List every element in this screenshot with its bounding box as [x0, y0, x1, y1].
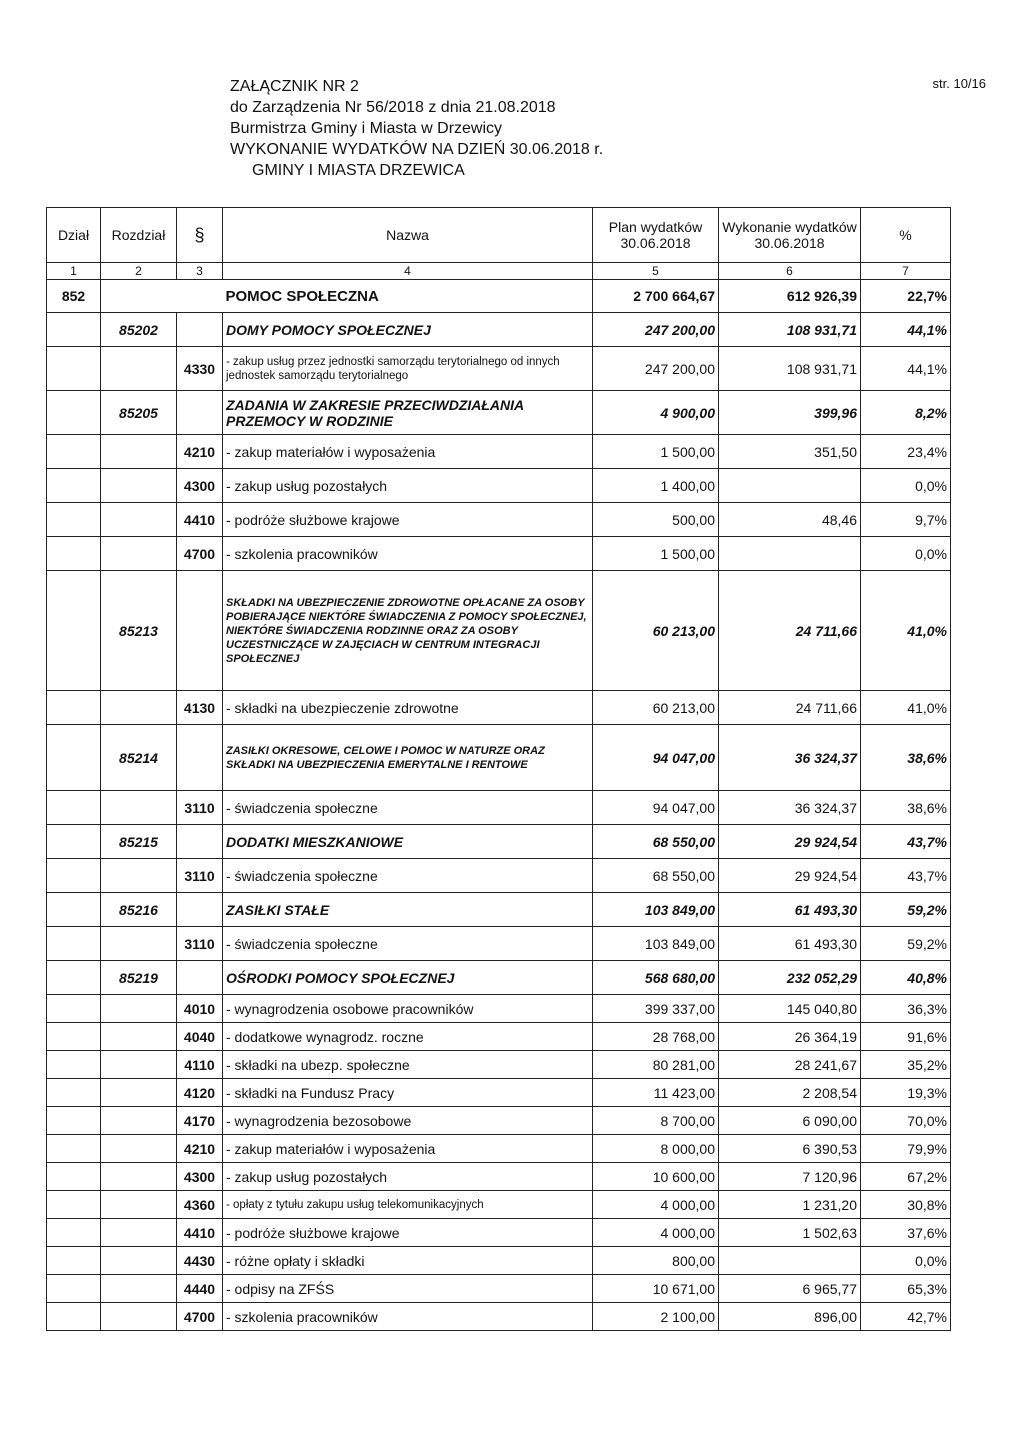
row-name: - wynagrodzenia osobowe pracowników — [223, 995, 593, 1023]
col-index: 5 — [593, 263, 719, 280]
row-plan: 11 423,00 — [593, 1079, 719, 1107]
table-row — [47, 1051, 951, 1079]
section-name: OŚRODKI POMOCY SPOŁECZNEJ — [223, 961, 593, 995]
section-procent: 44,1% — [861, 313, 951, 347]
table-row — [47, 1191, 951, 1219]
row-name: - składki na Fundusz Pracy — [223, 1079, 593, 1107]
section-code: 85214 — [101, 725, 177, 791]
row-plan: 1 500,00 — [593, 435, 719, 469]
row-plan: 399 337,00 — [593, 995, 719, 1023]
row-name: - szkolenia pracowników — [223, 1303, 593, 1331]
dzial-code: 852 — [47, 280, 101, 313]
row-plan: 68 550,00 — [593, 859, 719, 893]
row-name: - odpisy na ZFŚS — [223, 1275, 593, 1303]
table-row — [47, 1023, 951, 1051]
row-name: - szkolenia pracowników — [223, 537, 593, 571]
table-row — [47, 1303, 951, 1331]
row-plan: 28 768,00 — [593, 1023, 719, 1051]
section-plan: 247 200,00 — [593, 313, 719, 347]
row-plan: 1 500,00 — [593, 537, 719, 571]
section-procent: 43,7% — [861, 825, 951, 859]
col-index: 1 — [47, 263, 101, 280]
section-wykonanie: 399,96 — [719, 391, 861, 435]
header-line-4: WYKONANIE WYDATKÓW NA DZIEŃ 30.06.2018 r. — [230, 141, 604, 158]
row-procent: 65,3% — [861, 1275, 951, 1303]
paragraph-code: 4210 — [177, 435, 223, 469]
row-name: - zakup materiałów i wyposażenia — [223, 435, 593, 469]
row-procent: 59,2% — [861, 927, 951, 961]
table-row — [47, 791, 951, 825]
table-row — [47, 1135, 951, 1163]
row-name: - składki na ubezpieczenie zdrowotne — [223, 691, 593, 725]
row-plan: 8 700,00 — [593, 1107, 719, 1135]
paragraph-code: 4700 — [177, 537, 223, 571]
table-row — [47, 503, 951, 537]
table-row — [47, 469, 951, 503]
paragraph-code: 4040 — [177, 1023, 223, 1051]
row-name: - różne opłaty i składki — [223, 1247, 593, 1275]
col-index: 4 — [223, 263, 593, 280]
dzial-wykonanie: 612 926,39 — [719, 280, 861, 313]
table-row — [47, 435, 951, 469]
row-name: - opłaty z tytułu zakupu usług telekomunikacyjnych — [223, 1191, 593, 1219]
row-plan: 10 671,00 — [593, 1275, 719, 1303]
row-procent: 67,2% — [861, 1163, 951, 1191]
section-name: SKŁADKI NA UBEZPIECZENIE ZDROWOTNE OPŁACANE ZA OSOBY POBIERAJĄCE NIEKTÓRE ŚWIADCZENIA Z POMOCY SPOŁECZNEJ, NIEKTÓRE ŚWIADCZENIA RODZINNE ORAZ ZA OSOBY UCZESTNICZĄCE W ZAJĘCIACH W CENTRUM INTEGRACJI SPOŁECZNEJ — [223, 571, 593, 691]
table-row — [47, 537, 951, 571]
table-row — [47, 1247, 951, 1275]
col-plan: Plan wydatków 30.06.2018 — [593, 208, 719, 263]
col-index: 7 — [861, 263, 951, 280]
row-wykonanie: 29 924,54 — [719, 859, 861, 893]
row-procent: 42,7% — [861, 1303, 951, 1331]
row-plan: 247 200,00 — [593, 347, 719, 391]
row-name: - zakup usług pozostałych — [223, 469, 593, 503]
paragraph-code: 4410 — [177, 503, 223, 537]
col-index: 6 — [719, 263, 861, 280]
paragraph-code: 4360 — [177, 1191, 223, 1219]
row-plan: 2 100,00 — [593, 1303, 719, 1331]
row-plan: 80 281,00 — [593, 1051, 719, 1079]
paragraph-code: 4300 — [177, 1163, 223, 1191]
table-row — [47, 1079, 951, 1107]
row-name: - wynagrodzenia bezosobowe — [223, 1107, 593, 1135]
dzial-row — [47, 280, 951, 313]
row-wykonanie: 48,46 — [719, 503, 861, 537]
section-code: 85202 — [101, 313, 177, 347]
table-row — [47, 995, 951, 1023]
row-name: - podróże służbowe krajowe — [223, 1219, 593, 1247]
row-plan: 8 000,00 — [593, 1135, 719, 1163]
col-index: 3 — [177, 263, 223, 280]
col-paragraf: § — [177, 208, 223, 263]
section-row — [47, 391, 951, 435]
paragraph-code: 4440 — [177, 1275, 223, 1303]
expenditure-table-wrapper — [46, 207, 950, 1331]
row-wykonanie: 7 120,96 — [719, 1163, 861, 1191]
section-row — [47, 961, 951, 995]
row-plan: 1 400,00 — [593, 469, 719, 503]
paragraph-code: 4330 — [177, 347, 223, 391]
row-procent: 30,8% — [861, 1191, 951, 1219]
section-row — [47, 825, 951, 859]
section-wykonanie: 24 711,66 — [719, 571, 861, 691]
row-procent: 37,6% — [861, 1219, 951, 1247]
section-name: DODATKI MIESZKANIOWE — [223, 825, 593, 859]
row-wykonanie: 896,00 — [719, 1303, 861, 1331]
paragraph-code: 3110 — [177, 791, 223, 825]
col-nazwa: Nazwa — [223, 208, 593, 263]
section-plan: 60 213,00 — [593, 571, 719, 691]
table-row — [47, 1163, 951, 1191]
section-code: 85216 — [101, 893, 177, 927]
row-name: - świadczenia społeczne — [223, 927, 593, 961]
row-plan: 94 047,00 — [593, 791, 719, 825]
row-procent: 70,0% — [861, 1107, 951, 1135]
section-procent: 8,2% — [861, 391, 951, 435]
row-procent: 36,3% — [861, 995, 951, 1023]
section-plan: 4 900,00 — [593, 391, 719, 435]
col-rozdzial: Rozdział — [101, 208, 177, 263]
paragraph-code: 4170 — [177, 1107, 223, 1135]
row-wykonanie: 108 931,71 — [719, 347, 861, 391]
table-row — [47, 1107, 951, 1135]
row-procent: 35,2% — [861, 1051, 951, 1079]
section-plan: 94 047,00 — [593, 725, 719, 791]
document-header — [230, 76, 603, 181]
row-wykonanie: 26 364,19 — [719, 1023, 861, 1051]
section-row — [47, 571, 951, 691]
paragraph-code: 3110 — [177, 859, 223, 893]
header-line-2: do Zarządzenia Nr 56/2018 z dnia 21.08.2018 — [230, 99, 556, 116]
section-code: 85219 — [101, 961, 177, 995]
section-procent: 41,0% — [861, 571, 951, 691]
row-wykonanie: 1 231,20 — [719, 1191, 861, 1219]
section-wykonanie: 232 052,29 — [719, 961, 861, 995]
row-procent: 41,0% — [861, 691, 951, 725]
row-plan: 500,00 — [593, 503, 719, 537]
row-name: - świadczenia społeczne — [223, 859, 593, 893]
col-index: 2 — [101, 263, 177, 280]
section-row — [47, 313, 951, 347]
section-row — [47, 893, 951, 927]
section-plan: 68 550,00 — [593, 825, 719, 859]
column-index-row — [47, 263, 951, 280]
section-procent: 38,6% — [861, 725, 951, 791]
row-plan: 10 600,00 — [593, 1163, 719, 1191]
row-plan: 800,00 — [593, 1247, 719, 1275]
section-name: ZASIŁKI STAŁE — [223, 893, 593, 927]
row-wykonanie: 351,50 — [719, 435, 861, 469]
table-row — [47, 1275, 951, 1303]
section-procent: 59,2% — [861, 893, 951, 927]
row-wykonanie: 145 040,80 — [719, 995, 861, 1023]
header-line-3: Burmistrza Gminy i Miasta w Drzewicy — [230, 120, 503, 137]
row-name: - świadczenia społeczne — [223, 791, 593, 825]
section-wykonanie: 29 924,54 — [719, 825, 861, 859]
col-procent: % — [861, 208, 951, 263]
row-wykonanie: 28 241,67 — [719, 1051, 861, 1079]
paragraph-code: 4430 — [177, 1247, 223, 1275]
table-row — [47, 691, 951, 725]
dzial-procent: 22,7% — [861, 280, 951, 313]
col-wykonanie: Wykonanie wydatków 30.06.2018 — [719, 208, 861, 263]
row-procent: 0,0% — [861, 469, 951, 503]
section-row — [47, 725, 951, 791]
row-procent: 79,9% — [861, 1135, 951, 1163]
section-name: DOMY POMOCY SPOŁECZNEJ — [223, 313, 593, 347]
header-line-1: ZAŁĄCZNIK NR 2 — [230, 78, 359, 95]
row-plan: 4 000,00 — [593, 1219, 719, 1247]
section-name: ZASIŁKI OKRESOWE, CELOWE I POMOC W NATURZE ORAZ SKŁADKI NA UBEZPIECZENIA EMERYTALNE I RENTOWE — [223, 725, 593, 791]
row-wykonanie: 6 390,53 — [719, 1135, 861, 1163]
section-code: 85205 — [101, 391, 177, 435]
table-row — [47, 347, 951, 391]
column-header-row — [47, 208, 951, 263]
paragraph-code: 4210 — [177, 1135, 223, 1163]
section-wykonanie: 108 931,71 — [719, 313, 861, 347]
table-row — [47, 927, 951, 961]
row-plan: 103 849,00 — [593, 927, 719, 961]
paragraph-code: 3110 — [177, 927, 223, 961]
row-procent: 23,4% — [861, 435, 951, 469]
paragraph-code: 4110 — [177, 1051, 223, 1079]
section-plan: 103 849,00 — [593, 893, 719, 927]
row-wykonanie: 2 208,54 — [719, 1079, 861, 1107]
row-wykonanie — [719, 469, 861, 503]
row-name: - dodatkowe wynagrodz. roczne — [223, 1023, 593, 1051]
paragraph-code: 4410 — [177, 1219, 223, 1247]
table-row — [47, 1219, 951, 1247]
row-procent: 91,6% — [861, 1023, 951, 1051]
paragraph-code: 4010 — [177, 995, 223, 1023]
row-wykonanie: 24 711,66 — [719, 691, 861, 725]
row-procent: 0,0% — [861, 537, 951, 571]
row-name: - podróże służbowe krajowe — [223, 503, 593, 537]
paragraph-code: 4130 — [177, 691, 223, 725]
row-wykonanie: 36 324,37 — [719, 791, 861, 825]
row-wykonanie: 1 502,63 — [719, 1219, 861, 1247]
expenditure-table — [46, 207, 951, 1331]
dzial-name: POMOC SPOŁECZNA — [223, 280, 593, 313]
paragraph-code: 4300 — [177, 469, 223, 503]
row-plan: 60 213,00 — [593, 691, 719, 725]
row-name: - składki na ubezp. społeczne — [223, 1051, 593, 1079]
row-wykonanie: 6 965,77 — [719, 1275, 861, 1303]
row-wykonanie — [719, 1247, 861, 1275]
section-code: 85213 — [101, 571, 177, 691]
row-procent: 44,1% — [861, 347, 951, 391]
page-number: str. 10/16 — [932, 76, 986, 91]
row-name: - zakup usług przez jednostki samorządu terytorialnego od innych jednostek samorządu terytorialnego — [223, 347, 593, 391]
row-plan: 4 000,00 — [593, 1191, 719, 1219]
section-plan: 568 680,00 — [593, 961, 719, 995]
row-procent: 9,7% — [861, 503, 951, 537]
row-procent: 38,6% — [861, 791, 951, 825]
row-procent: 43,7% — [861, 859, 951, 893]
row-wykonanie — [719, 537, 861, 571]
section-name: ZADANIA W ZAKRESIE PRZECIWDZIAŁANIA PRZEMOCY W RODZINIE — [223, 391, 593, 435]
row-wykonanie: 61 493,30 — [719, 927, 861, 961]
row-wykonanie: 6 090,00 — [719, 1107, 861, 1135]
section-wykonanie: 61 493,30 — [719, 893, 861, 927]
section-wykonanie: 36 324,37 — [719, 725, 861, 791]
section-code: 85215 — [101, 825, 177, 859]
table-row — [47, 859, 951, 893]
row-procent: 19,3% — [861, 1079, 951, 1107]
row-procent: 0,0% — [861, 1247, 951, 1275]
row-name: - zakup materiałów i wyposażenia — [223, 1135, 593, 1163]
paragraph-code: 4120 — [177, 1079, 223, 1107]
row-name: - zakup usług pozostałych — [223, 1163, 593, 1191]
col-dzial: Dział — [47, 208, 101, 263]
section-procent: 40,8% — [861, 961, 951, 995]
header-line-5: GMINY I MIASTA DRZEWICA — [252, 162, 465, 179]
paragraph-code: 4700 — [177, 1303, 223, 1331]
dzial-plan: 2 700 664,67 — [593, 280, 719, 313]
